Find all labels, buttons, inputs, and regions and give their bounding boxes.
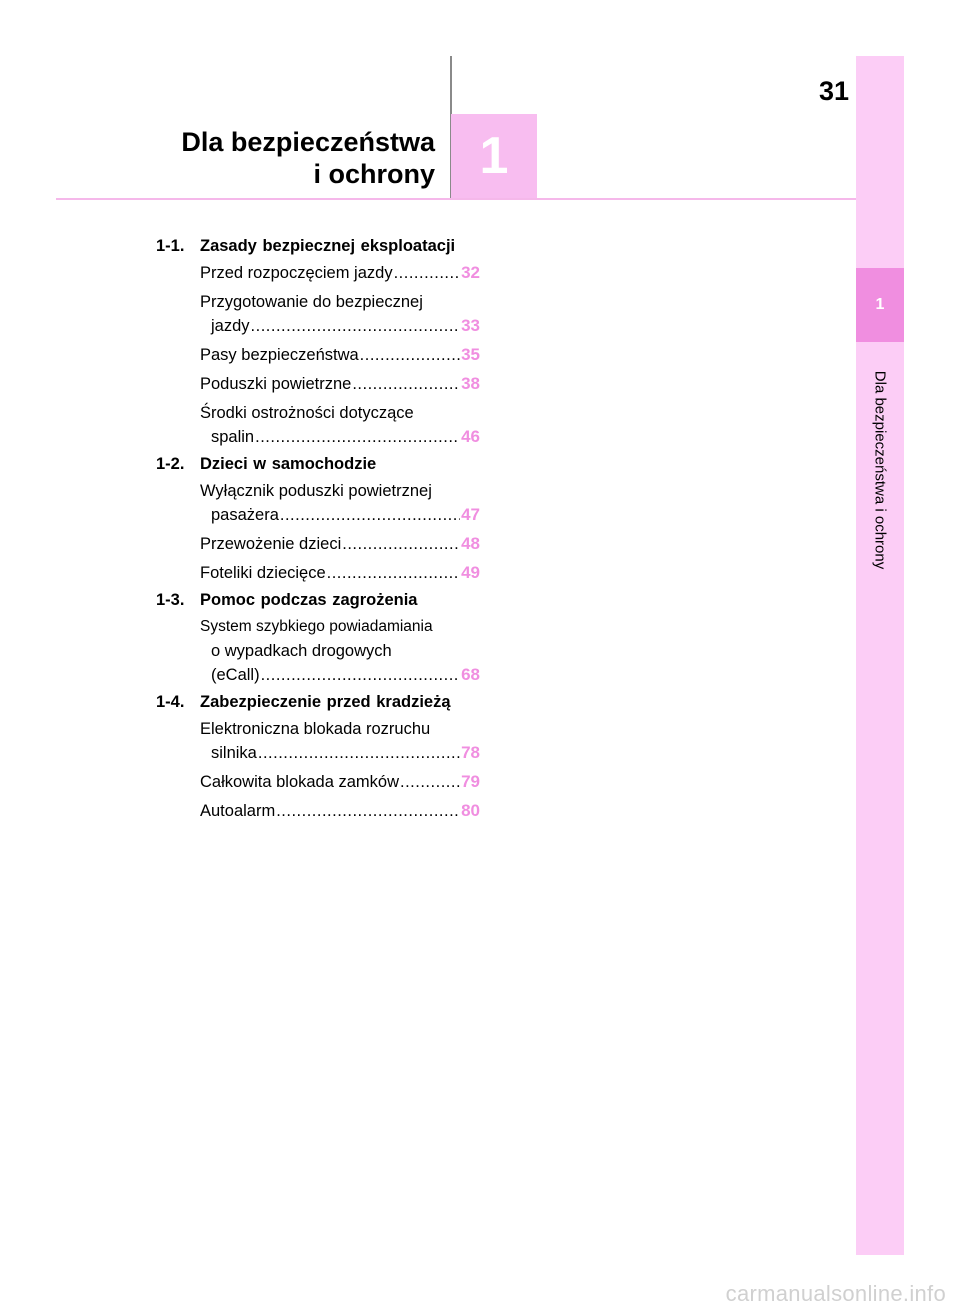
- entry-text-cont: spalin: [211, 428, 255, 446]
- entry-text: Przewożenie dzieci: [200, 535, 342, 553]
- entry-text: System szybkiego powiadamiania: [200, 618, 433, 635]
- entry-page[interactable]: 80: [461, 801, 480, 820]
- toc-entry[interactable]: [200, 561, 480, 585]
- entry-text: Przed rozpoczęciem jazdy: [200, 264, 393, 282]
- entry-text-cont: (eCall): [211, 666, 260, 684]
- side-tab-label: Dla bezpieczeństwa i ochrony: [871, 370, 889, 570]
- section-number: 1-4.: [156, 693, 185, 711]
- entry-text-cont: silnika: [211, 744, 257, 762]
- entry-page[interactable]: 47: [461, 505, 480, 524]
- entry-text: Całkowita blokada zamków: [200, 773, 400, 791]
- chapter-title-line2: i ochrony: [313, 159, 435, 189]
- toc-entry[interactable]: [200, 261, 480, 285]
- toc-section: [156, 236, 480, 257]
- toc-entry[interactable]: [200, 770, 480, 794]
- entry-text: Autoalarm: [200, 802, 276, 820]
- toc-entry[interactable]: [200, 799, 480, 823]
- entry-page[interactable]: 38: [461, 374, 480, 393]
- entry-text: Wyłącznik poduszki powietrznej: [200, 482, 432, 500]
- entry-text: Przygotowanie do bezpiecznej: [200, 293, 423, 311]
- section-title: Dzieci w samochodzie: [200, 455, 377, 473]
- header-rule: [56, 198, 856, 200]
- entry-text-cont: o wypadkach drogowych: [211, 642, 392, 660]
- toc-entry[interactable]: [200, 343, 480, 367]
- section-number: 1-3.: [156, 591, 185, 609]
- side-tab-active[interactable]: [856, 268, 904, 342]
- entry-text-cont: pasażera: [211, 506, 279, 524]
- toc-entry[interactable]: [200, 290, 480, 338]
- entry-page[interactable]: 35: [461, 345, 480, 364]
- chapter-title-line1: Dla bezpieczeństwa: [181, 127, 435, 157]
- side-tab-number: 1: [875, 296, 885, 313]
- side-tab: [856, 56, 904, 1255]
- section-number: 1-1.: [156, 237, 185, 255]
- entry-text: Elektroniczna blokada rozruchu: [200, 720, 431, 738]
- chapter-title: [181, 126, 435, 190]
- toc-section: [156, 454, 480, 475]
- entry-page[interactable]: 48: [461, 534, 480, 553]
- toc-entry[interactable]: [200, 401, 480, 449]
- entry-page[interactable]: 78: [461, 743, 480, 762]
- entry-page[interactable]: 46: [461, 427, 480, 446]
- chapter-number-box: [451, 114, 537, 198]
- toc-entry[interactable]: [200, 479, 480, 527]
- section-title: Zabezpieczenie przed kradzieżą: [200, 693, 451, 711]
- entry-text-cont: jazdy: [211, 317, 250, 335]
- toc-entry[interactable]: [200, 372, 480, 396]
- entry-text: Foteliki dziecięce: [200, 564, 326, 582]
- page-number: 31: [818, 76, 850, 106]
- toc-section: [156, 590, 480, 611]
- entry-text: Pasy bezpieczeństwa: [200, 346, 359, 364]
- entry-text: Środki ostrożności dotyczące: [200, 404, 414, 422]
- entry-page[interactable]: 49: [461, 563, 480, 582]
- entry-text: Poduszki powietrzne: [200, 375, 352, 393]
- toc-section: [156, 692, 480, 713]
- section-title: Pomoc podczas zagrożenia: [200, 591, 418, 609]
- section-title: Zasady bezpiecznej eksploatacji: [200, 237, 456, 255]
- toc-entry[interactable]: [200, 532, 480, 556]
- section-number: 1-2.: [156, 455, 185, 473]
- chapter-number: 1: [479, 127, 509, 185]
- entry-page[interactable]: 79: [461, 772, 480, 791]
- entry-page[interactable]: 68: [461, 665, 480, 684]
- watermark: carmanualsonline.info: [725, 1281, 946, 1306]
- entry-page[interactable]: 32: [461, 263, 480, 282]
- toc-entry[interactable]: [200, 615, 480, 687]
- toc-entry[interactable]: [200, 717, 480, 765]
- entry-page[interactable]: 33: [461, 316, 480, 335]
- table-of-contents: [156, 236, 480, 828]
